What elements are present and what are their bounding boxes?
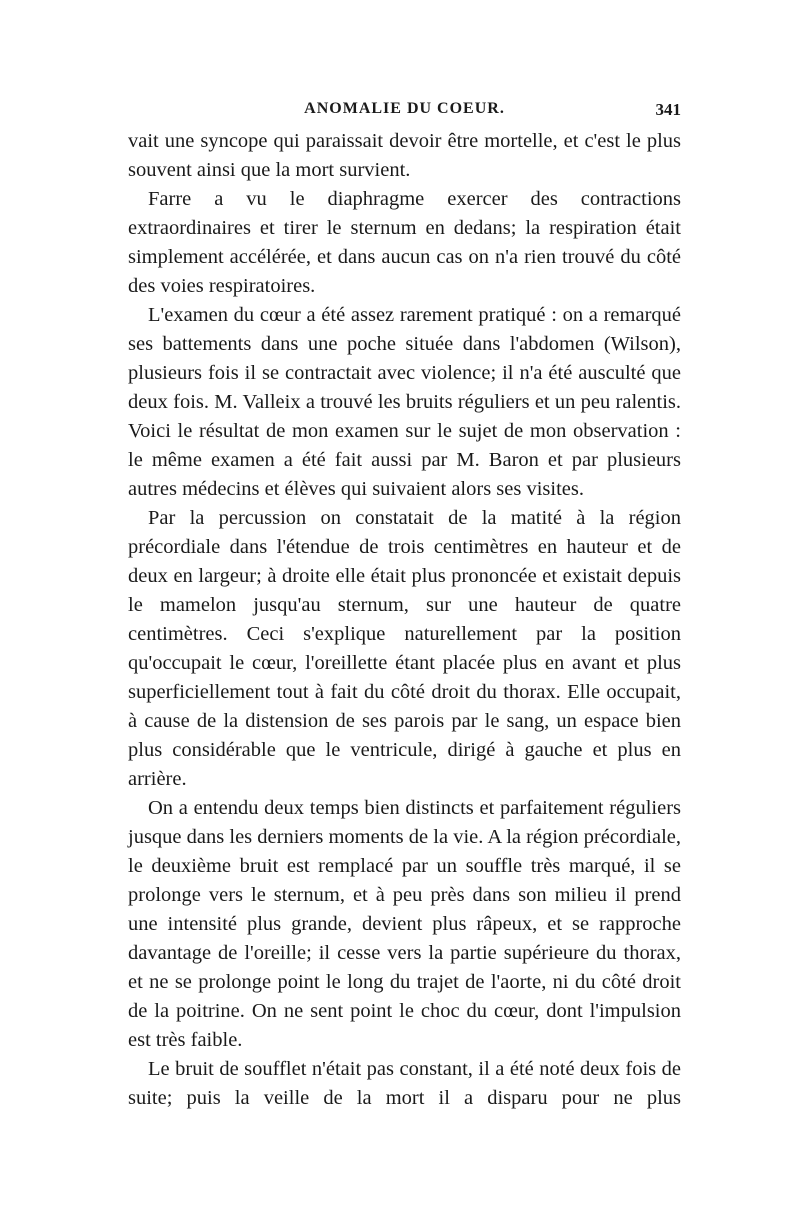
page-header <box>128 100 681 126</box>
body-text <box>128 127 681 1113</box>
running-title: ANOMALIE DU COEUR. <box>304 100 505 117</box>
page-number: 341 <box>655 100 681 119</box>
paragraph-continuation: vait une syncope qui paraissait devoir être mortelle, et c'est le plus souvent ainsi que la mort survient. <box>128 130 681 181</box>
paragraph-farre: Farre a vu le diaphragme exercer des contractions extraordinaires et tirer le sternum en dedans; la respiration était simplement accélérée, et dans aucun cas on n'a rien trouvé du côté des voies respiratoires. <box>128 188 681 297</box>
paragraph-auscultation: On a entendu deux temps bien distincts et parfaitement réguliers jusque dans les derniers moments de la vie. A la région précordiale, le deuxième bruit est remplacé par un souffle très marqué, il se prolonge vers le sternum, et à peu près dans son milieu il prend une intensité plus grande, devient plus râpeux, et se rapproche davantage de l'oreille; il cesse vers la partie supérieure du thorax, et ne se prolonge point le long du trajet de l'aorte, ni du côté droit de la poitrine. On ne sent point le choc du cœur, dont l'impulsion est très faible. <box>128 797 681 1051</box>
paragraph-bruit-soufflet: Le bruit de soufflet n'était pas constant, il a été noté deux fois de suite; puis la veille de la mort il a disparu pour ne plus <box>128 1058 681 1109</box>
paragraph-examen-coeur: L'examen du cœur a été assez rarement pratiqué : on a remarqué ses battements dans une poche située dans l'abdomen (Wilson), plusieurs fois il se contractait avec violence; il n'a été ausculté que deux fois. M. Valleix a trouvé les bruits réguliers et un peu ralentis. Voici le résultat de mon examen sur le sujet de mon observation : le même examen a été fait aussi par M. Baron et par plusieurs autres médecins et élèves qui suivaient alors ses visites. <box>128 304 681 500</box>
paragraph-percussion: Par la percussion on constatait de la matité à la région précordiale dans l'étendue de trois centimètres en hauteur et de deux en largeur; à droite elle était plus prononcée et existait depuis le mamelon jusqu'au sternum, sur une hauteur de quatre centimètres. Ceci s'explique naturellement par la position qu'occupait le cœur, l'oreillette étant placée plus en avant et plus superficiellement tout à fait du côté droit du thorax. Elle occupait, à cause de la distension de ses parois par le sang, un espace bien plus considérable que le ventricule, dirigé à gauche et plus en arrière. <box>128 507 681 790</box>
